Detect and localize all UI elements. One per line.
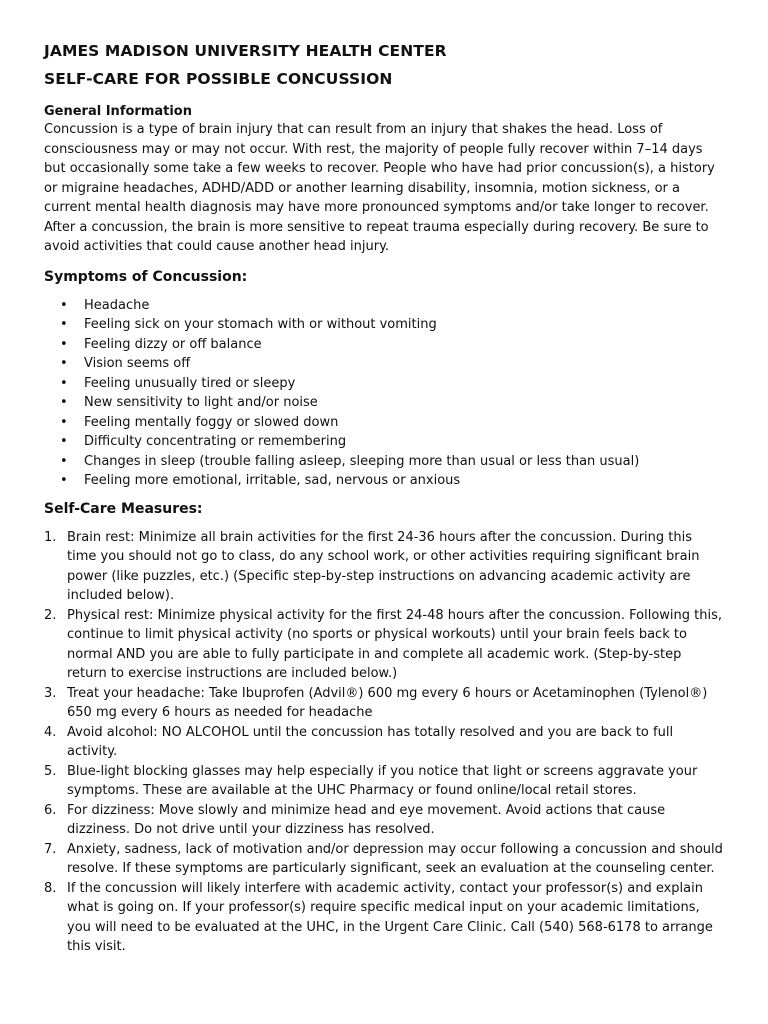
general-information-paragraph-2: After a concussion, the brain is more sensitive to repeat trauma especially during recovery. Be sure to avoid activities that could cause another head injury.: [44, 219, 709, 254]
self-care-item-number: 5.: [44, 763, 57, 779]
self-care-item-text: Brain rest: Minimize all brain activities for the first 24-36 hours after the concussion. During this time you should not go to class, do any school work, or other activities requiring significant brain power (like puzzles, etc.) (Specific step-by-step instructions on advancing academic activity are included below).: [67, 529, 700, 603]
bullet-icon: •: [60, 375, 68, 391]
self-care-heading: Self-Care Measures:: [44, 500, 203, 517]
symptom-list-item: [60, 354, 724, 374]
self-care-list-item: [44, 684, 724, 723]
self-care-item-number: 8.: [44, 880, 57, 896]
symptom-text: Headache: [84, 297, 150, 313]
symptom-list-item: [60, 432, 724, 452]
bullet-icon: •: [60, 453, 68, 469]
self-care-item-text: Blue-light blocking glasses may help especially if you notice that light or screens aggravate your symptoms. These are available at the UHC Pharmacy or found online/local retail stores.: [67, 763, 698, 798]
symptom-list-item: [60, 315, 724, 335]
self-care-list-item: [44, 879, 724, 957]
self-care-item-text: Physical rest: Minimize physical activity for the first 24-48 hours after the concussion. Following this, continue to limit physical activity (no sports or physical workouts) until your brain feels back to normal AND you are able to fully participate in and complete all academic work. (Step-by-step return to exercise instructions are included below.): [67, 607, 723, 681]
document-title-institution: JAMES MADISON UNIVERSITY HEALTH CENTER: [44, 42, 447, 60]
bullet-icon: •: [60, 414, 68, 430]
self-care-item-text: Avoid alcohol: NO ALCOHOL until the concussion has totally resolved and you are back to full activity.: [67, 724, 674, 759]
symptom-list-item: [60, 296, 724, 316]
self-care-item-number: 7.: [44, 841, 57, 857]
self-care-list-item: [44, 840, 724, 879]
symptom-list-item: [60, 471, 724, 491]
self-care-item-text: Anxiety, sadness, lack of motivation and/or depression may occur following a concussion and should resolve. If these symptoms are particularly significant, seek an evaluation at the counseling center.: [67, 841, 723, 876]
symptom-text: Vision seems off: [84, 356, 191, 371]
symptom-list-item: [60, 393, 724, 413]
self-care-item-text: If the concussion will likely interfere with academic activity, contact your professor(s) and explain what is going on. If your professor(s) require specific medical input on your academic limitations, you will need to be evaluated at the UHC, in the Urgent Care Clinic. Call (540) 568-6178 to arrange this visit.: [67, 880, 713, 954]
symptom-text: Feeling dizzy or off balance: [84, 336, 262, 352]
symptom-text: Changes in sleep (trouble falling asleep, sleeping more than usual or less than usual): [84, 453, 640, 469]
bullet-icon: •: [60, 317, 68, 332]
self-care-list-item: [44, 762, 724, 801]
symptom-text: Difficulty concentrating or remembering: [84, 434, 347, 449]
symptom-text: New sensitivity to light and/or noise: [84, 395, 318, 410]
self-care-item-number: 3.: [44, 685, 57, 701]
symptom-list-item: [60, 452, 724, 472]
self-care-item-text: Treat your headache: Take Ibuprofen (Advil®) 600 mg every 6 hours or Acetaminophen (Tylenol®) 650 mg every 6 hours as needed for headache: [67, 685, 708, 720]
bullet-icon: •: [60, 336, 68, 352]
self-care-list: [44, 528, 724, 957]
symptom-text: Feeling more emotional, irritable, sad, nervous or anxious: [84, 473, 461, 488]
symptom-list-item: [60, 413, 724, 433]
general-information-heading: General Information: [44, 104, 192, 119]
self-care-item-number: 1.: [44, 529, 57, 545]
bullet-icon: •: [60, 434, 68, 449]
symptom-text: Feeling unusually tired or sleepy: [84, 375, 296, 391]
self-care-list-item: [44, 801, 724, 840]
self-care-item-number: 4.: [44, 724, 57, 740]
self-care-list-item: [44, 528, 724, 606]
self-care-item-number: 2.: [44, 607, 57, 623]
bullet-icon: •: [60, 395, 68, 410]
symptom-text: Feeling mentally foggy or slowed down: [84, 414, 339, 430]
symptom-list-item: [60, 335, 724, 355]
bullet-icon: •: [60, 297, 68, 313]
bullet-icon: •: [60, 356, 68, 371]
symptom-list-item: [60, 374, 724, 394]
self-care-item-number: 6.: [44, 802, 57, 818]
self-care-item-text: For dizziness: Move slowly and minimize head and eye movement. Avoid actions that cause dizziness. Do not drive until your dizziness has resolved.: [67, 802, 666, 837]
bullet-icon: •: [60, 473, 68, 488]
general-information-paragraph-1: Concussion is a type of brain injury that can result from an injury that shakes the head. Loss of consciousness may or may not occur. With rest, the majority of people fully recover within 7–14 days but occasionally some take a few weeks to recover. People who have had prior concussion(s), a history or migraine headaches, ADHD/ADD or another learning disability, insomnia, motion sickness, or a current mental health diagnosis may have more pronounced symptoms and/or take longer to recover.: [44, 122, 715, 215]
symptoms-heading: Symptoms of Concussion:: [44, 268, 248, 285]
document-title-topic: SELF-CARE FOR POSSIBLE CONCUSSION: [44, 70, 393, 88]
self-care-list-item: [44, 723, 724, 762]
self-care-list-item: [44, 606, 724, 684]
symptoms-list: [44, 296, 724, 491]
symptom-text: Feeling sick on your stomach with or without vomiting: [84, 317, 437, 332]
